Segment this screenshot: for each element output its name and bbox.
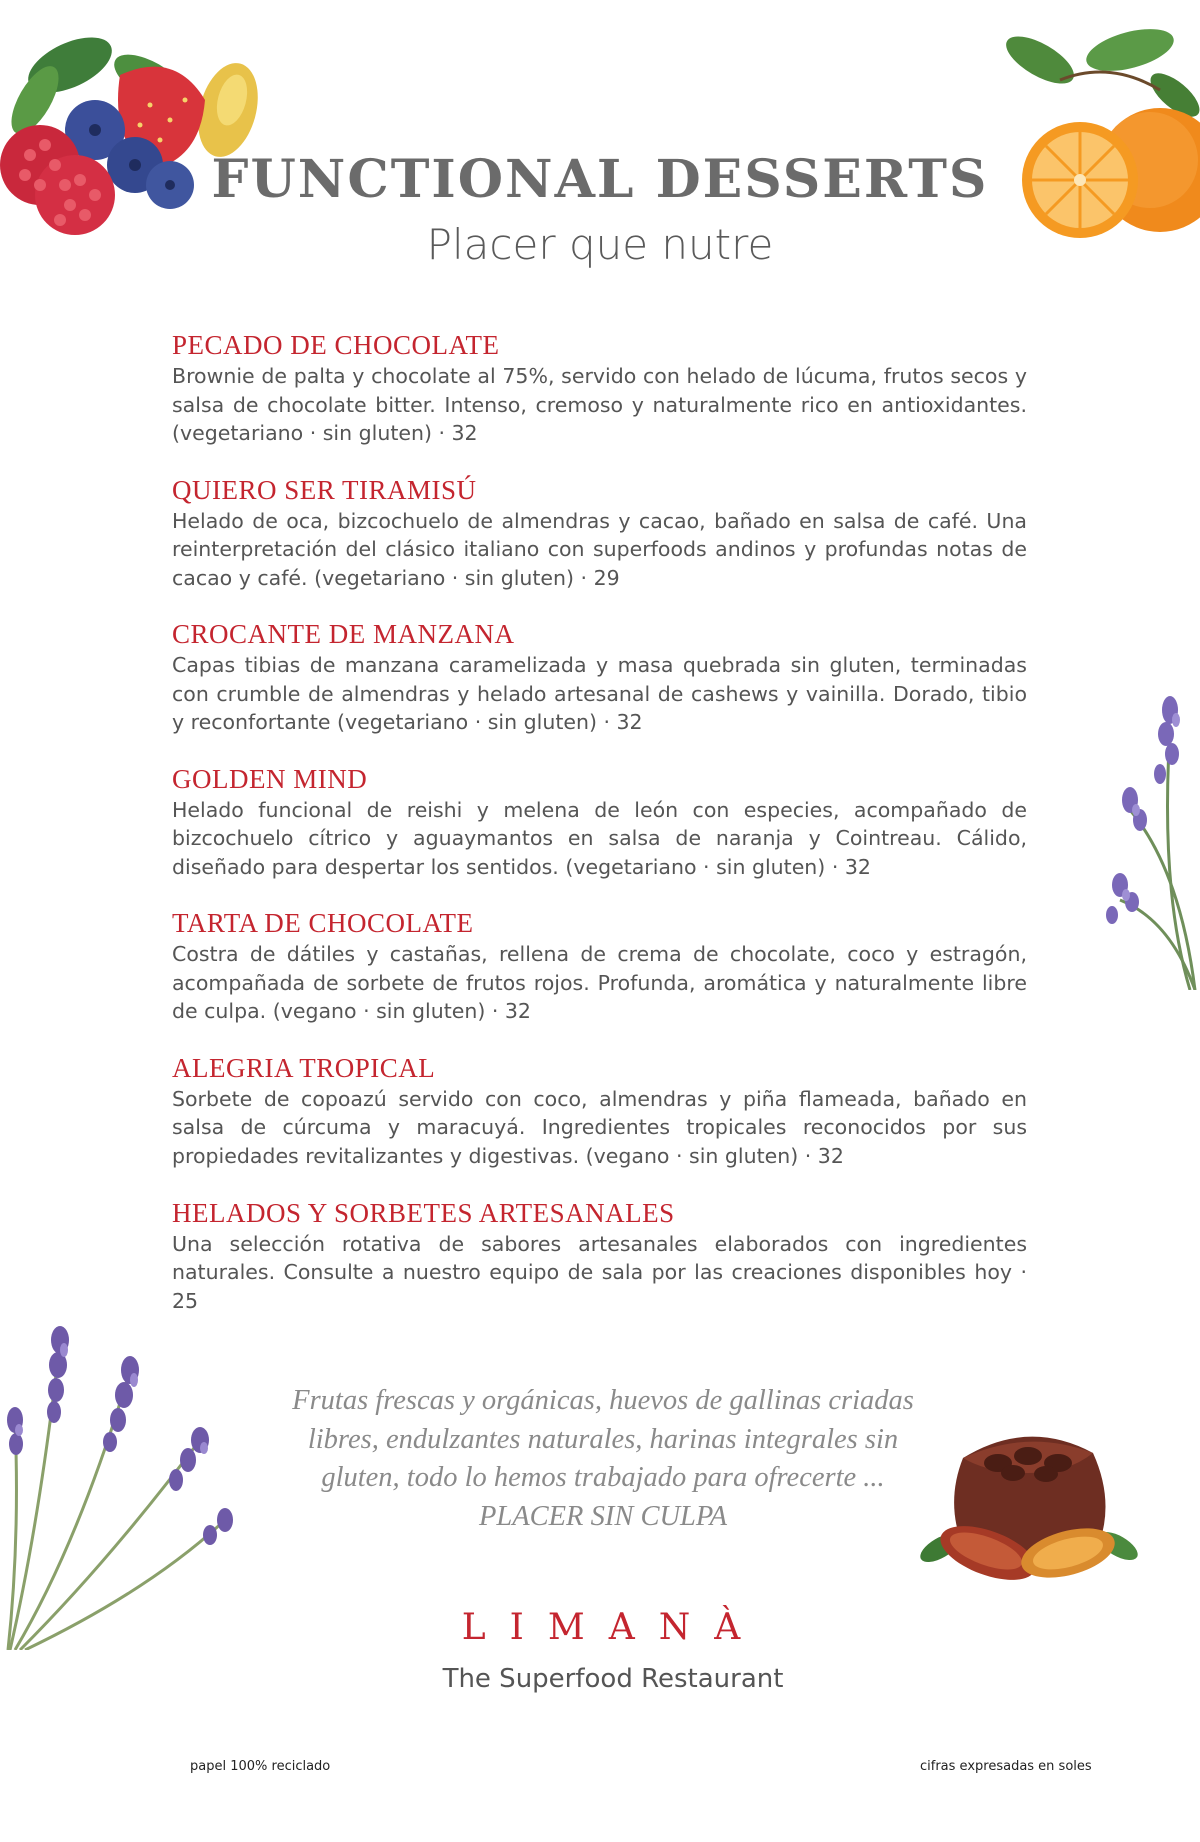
tagline-line: PLACER SIN CULPA	[478, 1500, 728, 1532]
footer-currency-note: cifras expresadas en soles	[920, 1759, 1092, 1774]
menu-subtitle: Placer que nutre	[426, 220, 774, 269]
tagline-line: Frutas frescas y orgánicas, huevos de gallinas criadas	[292, 1385, 914, 1416]
item-name: HELADOS Y SORBETES ARTESANALES	[172, 1197, 675, 1228]
item-description: Sorbete de copoazú servido con coco, almendras y piña flameada, bañado en salsa de cúrcuma y maracuyá. Ingredientes tropicales reconocidos por sus propiedades revitalizantes y digestivas. (vegano · sin gluten) · 32	[172, 1086, 1027, 1168]
menu-item-helados-y-sorbetes-artesanales	[172, 1196, 1027, 1341]
item-description: Brownie de palta y chocolate al 75%, servido con helado de lúcuma, frutos secos y salsa de chocolate bitter. Intenso, cremoso y naturalmente rico en antioxidantes. (vegetariano · sin gluten) · 32	[172, 364, 1027, 445]
menu-item-quiero-ser-tiramisu	[172, 473, 1027, 618]
item-description: Helado de oca, bizcochuelo de almendras y cacao, bañado en salsa de café. Una reinterpretación del clásico italiano con superfoods andinos y profundas notas de cacao y café. (vegetariano · sin gluten) · 29	[172, 508, 1027, 590]
item-description: Helado funcional de reishi y melena de león con especies, acompañado de bizcochuelo cítrico y aguaymantos en salsa de naranja y Cointreau. Cálido, diseñado para despertar los sentidos. (vegetariano · sin gluten) · 32	[172, 797, 1027, 879]
closing-tagline	[258, 1382, 948, 1536]
lavender-right-illustration	[1100, 690, 1200, 990]
menu-item-tarta-de-chocolate	[172, 906, 1027, 1051]
menu-title: FUNCTIONAL DESSERTS	[211, 149, 989, 210]
menu-item-alegria-tropical	[172, 1051, 1027, 1196]
cacao-illustration	[918, 1418, 1138, 1588]
menu-item-golden-mind	[172, 762, 1027, 907]
item-description: Una selección rotativa de sabores artesanales elaborados con ingredientes naturales. Consulte a nuestro equipo de sala por las creaciones disponibles hoy · 25	[172, 1231, 1027, 1313]
lavender-left-illustration	[0, 1320, 235, 1650]
tagline-line: libres, endulzantes naturales, harinas integrales sin	[307, 1423, 899, 1455]
item-name: ALEGRIA TROPICAL	[172, 1052, 436, 1083]
menu-list	[172, 328, 1027, 1340]
tagline-line: gluten, todo lo hemos trabajado para ofrecerte ...	[321, 1462, 885, 1493]
brand-logo-name: LIMANÀ	[461, 1607, 765, 1648]
item-description: Capas tibias de manzana caramelizada y masa quebrada sin gluten, terminadas con crumble de almendras y helado artesanal de cashews y vainilla. Dorado, tibio y reconfortante (vegetariano · sin gluten) · 32	[172, 653, 1027, 735]
orange-illustration	[1000, 20, 1200, 250]
footer-recycled-note: papel 100% reciclado	[190, 1759, 331, 1774]
menu-item-pecado-de-chocolate	[172, 328, 1027, 473]
item-description: Costra de dátiles y castañas, rellena de crema de chocolate, coco y estragón, acompañada de sorbete de frutos rojos. Profunda, aromática y naturalmente libre de culpa. (vegano · sin gluten) · 32	[172, 942, 1027, 1024]
menu-item-crocante-de-manzana	[172, 617, 1027, 762]
item-name: CROCANTE DE MANZANA	[172, 619, 515, 650]
item-name: TARTA DE CHOCOLATE	[172, 908, 474, 939]
brand-tagline: The Superfood Restaurant	[442, 1664, 784, 1694]
item-name: GOLDEN MIND	[172, 763, 368, 794]
item-name: PECADO DE CHOCOLATE	[172, 330, 500, 360]
item-name: QUIERO SER TIRAMISÚ	[172, 474, 477, 505]
